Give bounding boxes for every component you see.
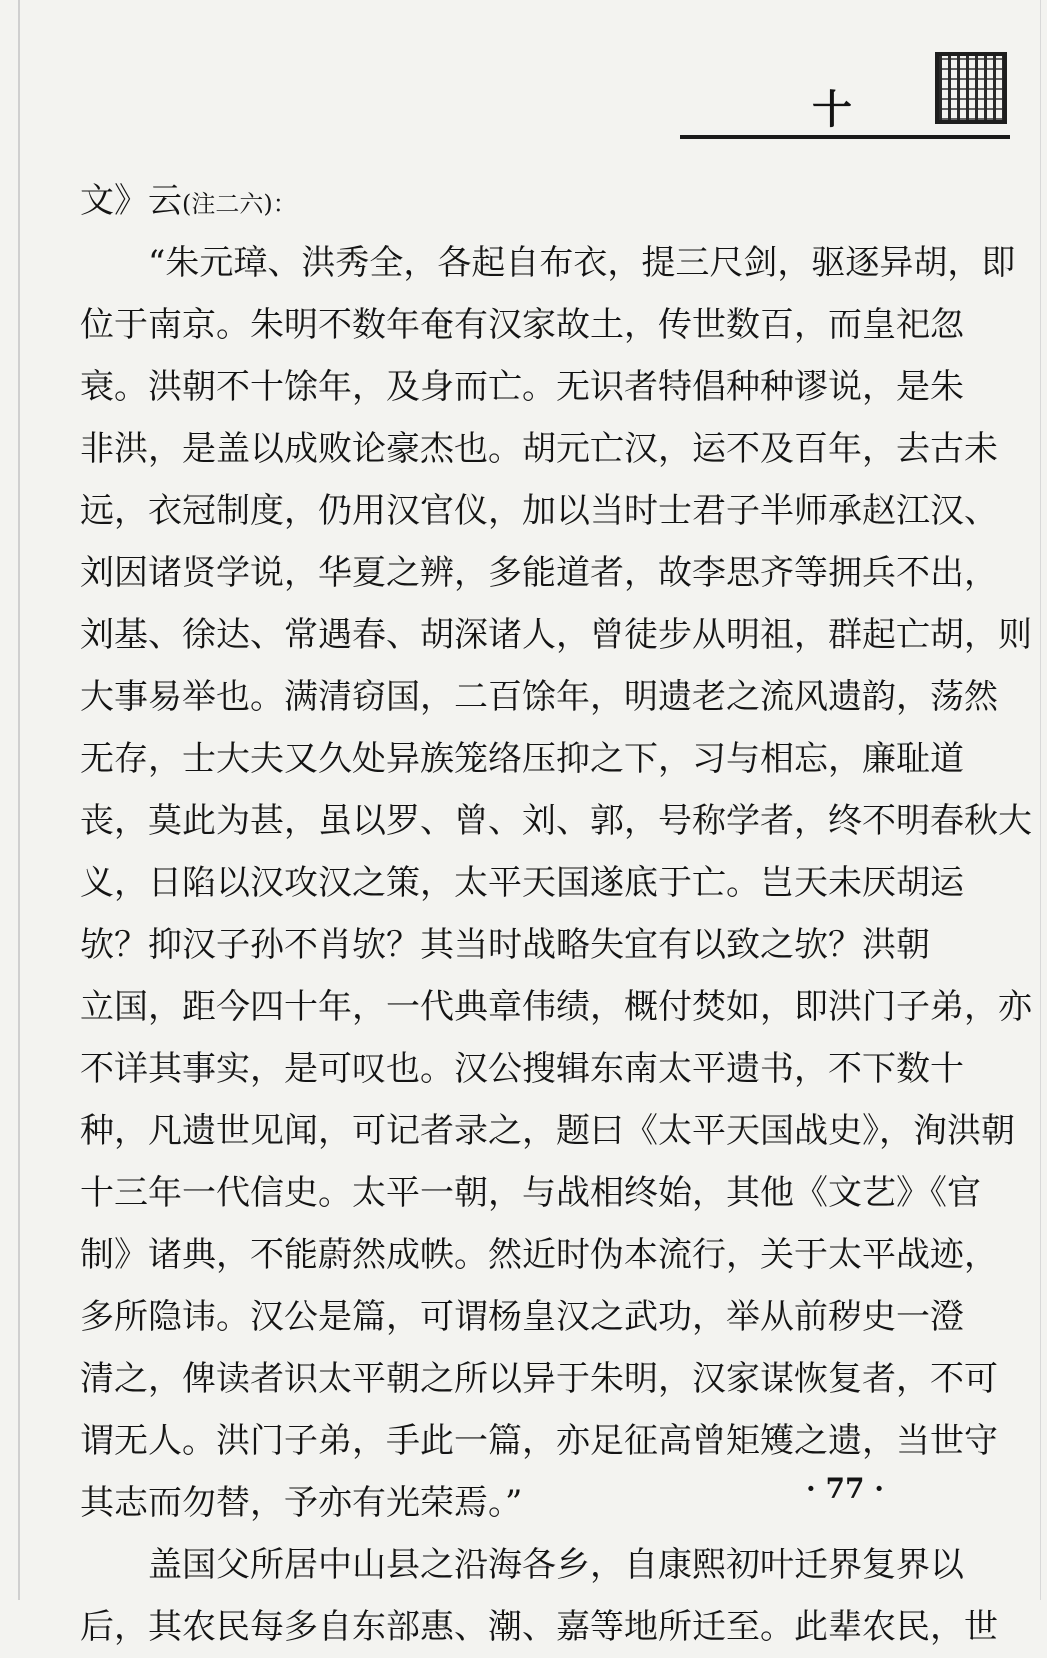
header-rule [680, 135, 1010, 139]
paragraph-line: 盖国父所居中山县之沿海各乡，自康熙初叶迁界复界以 [148, 1545, 964, 1585]
quote-line: 多所隐讳。汉公是篇，可谓杨皇汉之武功，举从前秽史一澄 [80, 1297, 964, 1337]
quote-line: 大事易举也。满清窃国，二百馀年，明遗老之流风遗韵，荡然 [80, 677, 998, 717]
quote-line: 清之，俾读者识太平朝之所以异于朱明，汉家谋恢复者，不可 [80, 1359, 998, 1399]
quote-line: 位于南京。朱明不数年奄有汉家故土，传世数百，而皇祀忽 [80, 305, 964, 345]
page-number: · 77 · [806, 1472, 884, 1505]
intro-line [80, 170, 920, 232]
quote-line: 丧，莫此为甚，虽以罗、曾、刘、郭，号称学者，终不明春秋大 [80, 801, 1032, 841]
quote-line: 刘因诸贤学说，华夏之辨，多能道者，故李思齐等拥兵不出， [80, 553, 998, 593]
quote-line: 种，凡遗世见闻，可记者录之，题曰《太平天国战史》，洵洪朝 [80, 1111, 1015, 1151]
quote-line: 其志而勿替，予亦有光荣焉。” [80, 1483, 523, 1523]
quote-line: 衰。洪朝不十馀年，及身而亡。无识者特倡种种谬说，是朱 [80, 367, 964, 407]
seal-stamp [935, 52, 1007, 124]
quote-line: 远，衣冠制度，仍用汉官仪，加以当时士君子半师承赵江汉、 [80, 491, 998, 531]
quote-line: “朱元璋、洪秀全，各起自布衣，提三尺剑，驱逐异胡，即 [148, 243, 1016, 283]
chapter-number: 十 [812, 86, 852, 133]
quote-line: 不详其事实，是可叹也。汉公搜辑东南太平遗书，不下数十 [80, 1049, 964, 1089]
quote-line: 欤？抑汉子孙不肖欤？其当时战略失宜有以致之欤？洪朝 [80, 925, 930, 965]
quote-line: 无存，士大夫又久处异族笼络压抑之下，习与相忘，廉耻道 [80, 739, 964, 779]
quote-line: 十三年一代信史。太平一朝，与战相终始，其他《文艺》《官 [80, 1173, 981, 1213]
quote-line: 立国，距今四十年，一代典章伟绩，概付焚如，即洪门子弟，亦 [80, 987, 1032, 1027]
quote-line: 刘基、徐达、常遇春、胡深诸人，曾徒步从明祖，群起亡胡，则 [80, 615, 1032, 655]
intro-note: (注二六)： [182, 190, 297, 218]
intro-prefix: 文》云 [80, 181, 182, 221]
page-edge-right [1040, 0, 1041, 1600]
quote-line: 非洪，是盖以成败论豪杰也。胡元亡汉，运不及百年，去古未 [80, 429, 998, 469]
page-edge-left [18, 0, 20, 1600]
quote-line: 谓无人。洪门子弟，手此一篇，亦足征高曾矩矱之遗，当世守 [80, 1421, 998, 1461]
paragraph-line: 后，其农民每多自东部惠、潮、嘉等地所迁至。此辈农民，世 [80, 1607, 998, 1647]
quote-line: 制》诸典，不能蔚然成帙。然近时伪本流行，关于太平战迹， [80, 1235, 998, 1275]
body-text [80, 170, 1032, 1658]
quote-line: 义，日陷以汉攻汉之策，太平天国遂底于亡。岂天未厌胡运 [80, 863, 964, 903]
